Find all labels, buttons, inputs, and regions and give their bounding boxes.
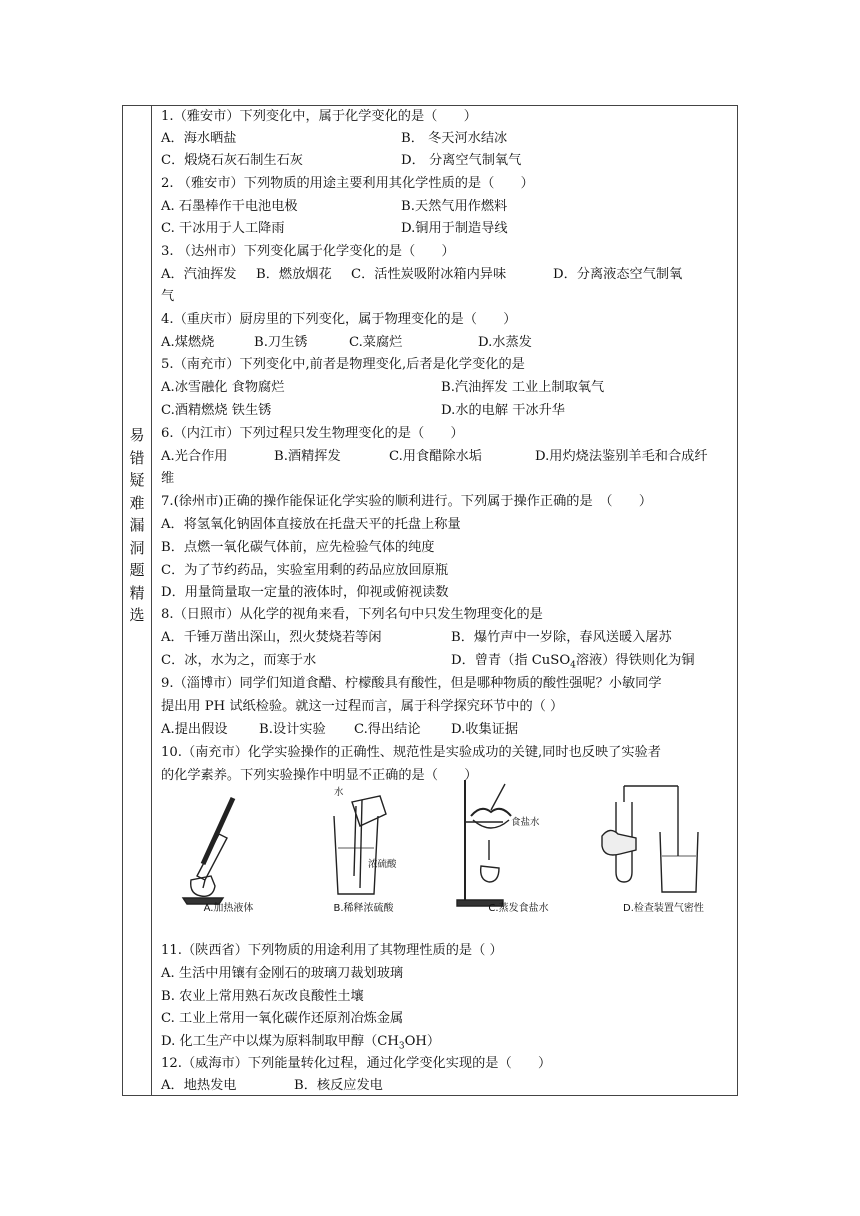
- q5-options-row1: [161, 377, 731, 399]
- q3-option-a: A．汽油挥发: [161, 267, 237, 282]
- q5-option-d: D.水的电解 干冰升华: [441, 403, 565, 418]
- q11-option-d-post: OH）: [404, 1034, 441, 1049]
- q1-option-d: D． 分离空气制氧气: [401, 153, 522, 168]
- q9-option-b: B.设计实验: [259, 722, 326, 737]
- q8-option-d-post: 溶液）得铁则化为铜: [575, 653, 695, 668]
- q3-option-d-cont: 气: [161, 289, 175, 304]
- q8-option-a: A．千锤万凿出深山，烈火焚烧若等闲: [161, 630, 382, 645]
- label-salt-water: 食盐水: [511, 817, 540, 828]
- q9-stem-cont: 提出用 PH 试纸检验。就这一过程而言，属于科学探究环节中的（ ）: [161, 699, 564, 714]
- figure-evaporate-salt-water: [451, 776, 586, 926]
- q1-stem: 1.（雅安市）下列变化中，属于化学变化的是（ ）: [161, 109, 477, 124]
- q3-option-d: D．分离液态空气制氧: [553, 267, 683, 282]
- q7-stem: 7.(徐州市)正确的操作能保证化学实验的顺利进行。下列属于操作正确的是 （ ）: [161, 494, 653, 509]
- q12-stem: 12.（威海市）下列能量转化过程，通过化学变化实现的是（ ）: [161, 1056, 552, 1071]
- q9-option-d: D.收集证据: [451, 722, 519, 737]
- figure-heating-liquid: [161, 776, 296, 926]
- q8-option-d-pre: D．曾青（指 CuSO: [451, 653, 571, 668]
- q8-subscript: 4: [570, 660, 576, 671]
- label-water: 水: [334, 787, 344, 798]
- q8-stem: 8.（日照市）从化学的视角来看，下列名句中只发生物理变化的是: [161, 607, 543, 622]
- sidebar-char: 错: [129, 448, 145, 467]
- q1-options-row1: [161, 128, 731, 150]
- q4-option-d: D.水蒸发: [478, 335, 532, 350]
- q11-option-b: B. 农业上常用熟石灰改良酸性土壤: [161, 989, 364, 1004]
- sidebar-char: 题: [129, 561, 145, 579]
- q5-option-c: C.酒精燃烧 铁生锈: [161, 403, 272, 418]
- q3-stem: 3. （达州市）下列变化属于化学变化的是（ ）: [161, 244, 455, 259]
- q11-stem: 11.（陕西省）下列物质的用途利用了其物理性质的是（ ）: [161, 943, 503, 958]
- q11-subscript: 3: [398, 1041, 405, 1052]
- sidebar-char: 精: [129, 583, 145, 602]
- q6-option-a: A.光合作用: [161, 449, 228, 464]
- sidebar-char: 疑: [129, 471, 145, 489]
- q10-stem: 10.（南充市）化学实验操作的正确性、规范性是实验成功的关键,同时也反映了实验者: [161, 745, 661, 760]
- q2-stem: 2. （雅安市）下列物质的用途主要利用其化学性质的是（ ）: [161, 176, 534, 191]
- q2-option-d: D.铜用于制造导线: [401, 221, 508, 236]
- q9-option-a: A.提出假设: [161, 722, 228, 737]
- q9-stem: 9.（淄博市）同学们知道食醋、柠檬酸具有酸性，但是哪种物质的酸性强呢？小敏同学: [161, 676, 662, 691]
- q4-stem: 4.（重庆市）厨房里的下列变化，属于物理变化的是（ ）: [161, 312, 517, 327]
- q6-options: [161, 446, 731, 468]
- q2-options-row1: [161, 196, 731, 218]
- caption-a: A.加热液体: [203, 903, 254, 914]
- q1-options-row2: [161, 150, 731, 172]
- q6-option-d: D.用灼烧法鉴别羊毛和合成纤: [535, 449, 708, 464]
- q6-stem: 6.（内江市）下列过程只发生物理变化的是（ ）: [161, 426, 464, 441]
- q1-option-b: B． 冬天河水结冰: [401, 131, 508, 146]
- q2-options-row2: [161, 218, 731, 240]
- q4-options: [161, 332, 731, 354]
- q6-option-b: B.酒精挥发: [274, 449, 341, 464]
- q5-option-b: B.汽油挥发 工业上制取氧气: [441, 380, 605, 395]
- q4-option-b: B.刀生锈: [254, 335, 308, 350]
- q6-option-d-cont: 维: [161, 471, 175, 486]
- figure-dilute-acid: [296, 776, 431, 926]
- caption-d: D.检查装置气密性: [623, 903, 704, 914]
- q12-option-b: B．核反应发电: [294, 1078, 383, 1093]
- q2-option-a: A. 石墨棒作干电池电极: [161, 199, 298, 214]
- sidebar-char: 难: [129, 493, 145, 512]
- q7-option-b: B．点燃一氧化碳气体前，应先检验气体的纯度: [161, 540, 435, 555]
- sidebar-label: [123, 424, 151, 627]
- q12-options: [161, 1075, 731, 1097]
- q9-option-c: C.得出结论: [354, 722, 421, 737]
- q7-option-d: D．用量筒量取一定量的液体时，仰视或俯视读数: [161, 585, 449, 600]
- q11-option-c: C. 工业上常用一氧化碳作还原剂冶炼金属: [161, 1011, 404, 1026]
- caption-c: C.蒸发食盐水: [488, 903, 549, 914]
- q10-stem-cont: 的化学素养。下列实验操作中明显不正确的是（ ）: [161, 768, 478, 783]
- sidebar-char: 洞: [129, 538, 145, 557]
- q8-options-row1: [161, 627, 731, 649]
- q7-option-a: A．将氢氧化钠固体直接放在托盘天平的托盘上称量: [161, 517, 461, 532]
- caption-b: B.稀释浓硫酸: [333, 903, 394, 914]
- q11-option-d: [161, 1031, 440, 1053]
- q5-options-row2: [161, 400, 731, 422]
- q3-option-b: B．燃放烟花: [256, 267, 332, 282]
- q11-option-a: A. 生活中用镶有金刚石的玻璃刀裁划玻璃: [161, 966, 404, 981]
- q3-option-c: C．活性炭吸附冰箱内异味: [351, 267, 507, 282]
- q8-option-d: [451, 650, 695, 672]
- column-divider: [151, 106, 152, 1095]
- q1-option-c: C．煅烧石灰石制生石灰: [161, 153, 303, 168]
- sidebar-char: 漏: [129, 516, 145, 534]
- q12-option-a: A．地热发电: [161, 1078, 237, 1093]
- q2-option-c: C. 干冰用于人工降雨: [161, 221, 285, 236]
- q3-options: [161, 264, 731, 286]
- q1-option-a: A．海水晒盐: [161, 131, 237, 146]
- q4-option-a: A.煤燃烧: [161, 335, 215, 350]
- q4-option-c: C.菜腐烂: [349, 335, 403, 350]
- q6-option-c: C.用食醋除水垢: [389, 449, 482, 464]
- q10-figures: [161, 776, 731, 926]
- sidebar-char: 易: [129, 426, 145, 444]
- q2-option-b: B.天然气用作燃料: [401, 199, 508, 214]
- q11-option-d-pre: D. 化工生产中以煤为原料制取甲醇（CH: [161, 1034, 399, 1049]
- sidebar-char: 选: [129, 606, 145, 624]
- q8-options-row2: [161, 650, 731, 672]
- label-conc-sulfuric-acid: 浓硫酸: [368, 859, 397, 870]
- question-table: [122, 105, 738, 1096]
- q9-options: [161, 719, 731, 741]
- q8-option-c: C．冰，水为之，而寒于水: [161, 653, 317, 668]
- figure-check-airtightness: [596, 776, 731, 926]
- q5-stem: 5.（南充市）下列变化中,前者是物理变化,后者是化学变化的是: [161, 357, 525, 372]
- q7-option-c: C．为了节约药品，实验室用剩的药品应放回原瓶: [161, 563, 449, 578]
- q8-option-b: B．爆竹声中一岁除，春风送暖入屠苏: [451, 630, 672, 645]
- q5-option-a: A.冰雪融化 食物腐烂: [161, 380, 285, 395]
